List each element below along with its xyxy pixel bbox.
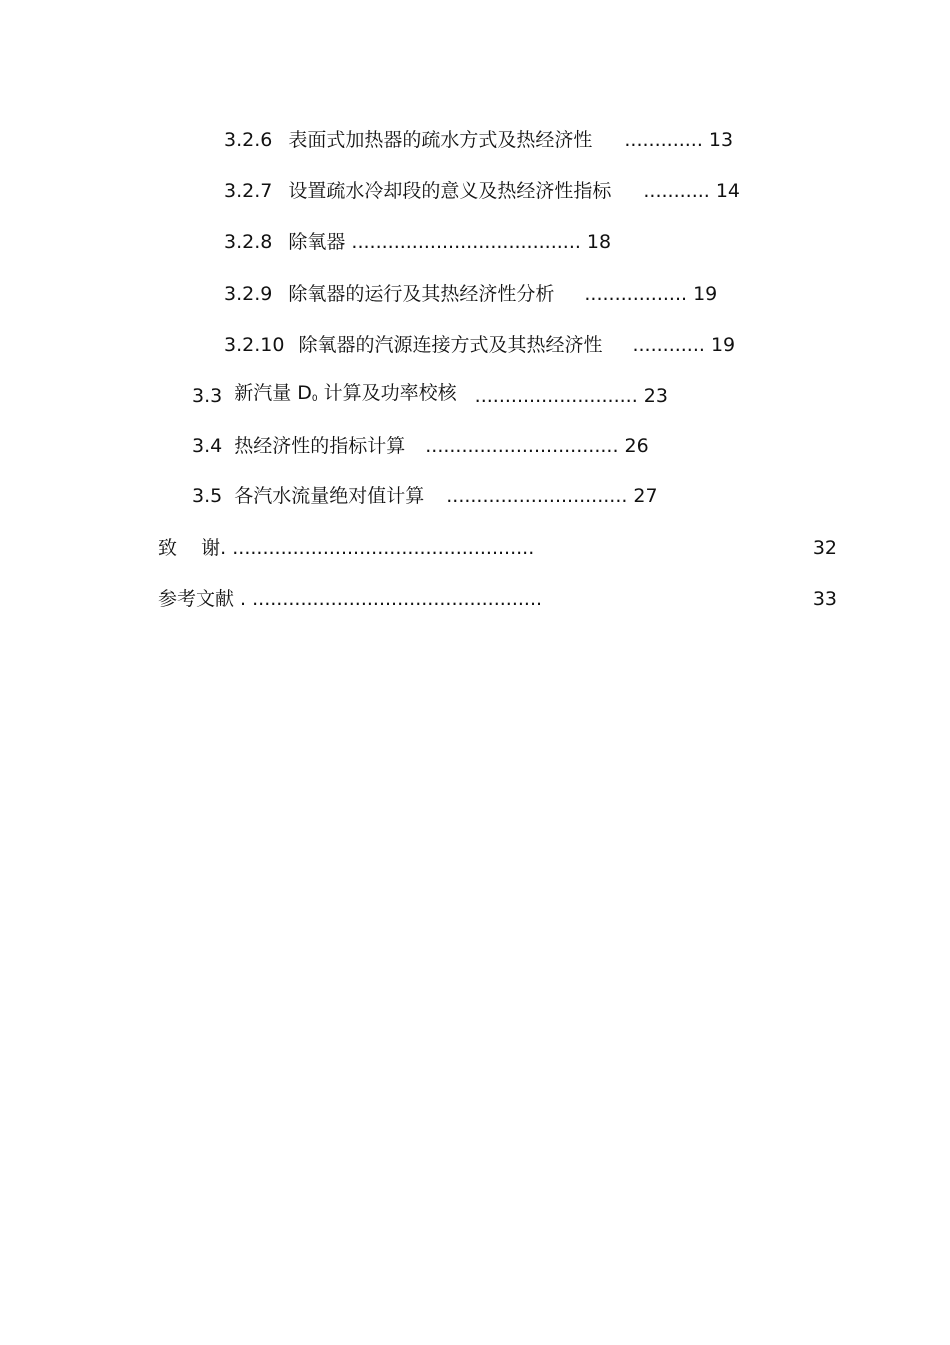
toc-entry-number: 3.2.9 [224,283,273,305]
toc-entry-title [234,381,456,411]
toc-entry-title-part: 新汽量 D [234,382,312,404]
toc-entry-title: 表面式加热器的疏水方式及热经济性 [288,129,593,151]
toc-entry-number: 3.2.10 [224,334,285,356]
toc-page-number: 14 [715,180,740,202]
toc-entry-number: 3.2.7 [224,180,273,202]
toc-leader-dots: ................. [584,283,688,305]
toc-leader-dots: ............. [624,129,703,151]
toc-leader-dots: . .................................................. [220,537,535,559]
toc-leader-dots: ........................... [474,385,638,407]
toc-leader-dots: ..................................... [357,231,581,253]
toc-entry-number: 3.4 [192,435,223,457]
toc-entry-title: 除氧器 . [288,231,358,253]
toc-entry-title: 除氧器的汽源连接方式及其热经济性 [298,334,603,356]
toc-page-number: 18 [586,231,612,253]
toc-entry-references[interactable] [158,587,542,611]
toc-entry[interactable] [192,434,649,458]
toc-entry-acknowledgements[interactable] [158,536,534,560]
toc-entry-title: 致 谢 [158,537,221,559]
toc-entry-title: 热经济性的指标计算 [234,435,406,457]
toc-entry[interactable] [224,128,733,152]
toc-entry[interactable] [224,179,740,203]
toc-entry[interactable] [192,384,668,408]
toc-leader-dots: ............ [632,334,705,356]
toc-leader-dots: ................................ [425,435,619,457]
toc-entry-number: 3.2.6 [224,129,273,151]
toc-entry-title: 设置疏水冷却段的意义及热经济性指标 [288,180,612,202]
toc-page-number: 32 [812,537,837,559]
toc-leader-dots: .............................. [446,485,628,507]
toc-entry[interactable] [224,282,717,306]
toc-entry-title: 各汽水流量绝对值计算 [234,485,425,507]
toc-entry-title-subscript: 0 [311,394,318,404]
toc-entry-title-part: 计算及功率校核 [317,382,457,404]
toc-entry-number: 3.2.8 [224,231,273,253]
toc-entry-title: 除氧器的运行及其热经济性分析 [288,283,555,305]
toc-leader-dots: ........... [643,180,710,202]
toc-entry-title: 参考文献 [158,588,235,610]
toc-page-number: 19 [693,283,718,305]
toc-entry[interactable] [192,484,658,508]
toc-page-number: 27 [633,485,658,507]
toc-page-number: 13 [708,129,734,151]
toc-entry-number: 3.3 [192,385,223,407]
toc-page-number: 19 [710,334,736,356]
toc-page-number: 23 [643,385,668,407]
toc-entry-number: 3.5 [192,485,223,507]
toc-leader-dots: . ................................................ [234,588,543,610]
toc-page-number: 33 [812,588,837,610]
toc-entry[interactable] [224,333,735,357]
toc-page-number: 26 [624,435,649,457]
toc-entry[interactable] [224,230,611,254]
